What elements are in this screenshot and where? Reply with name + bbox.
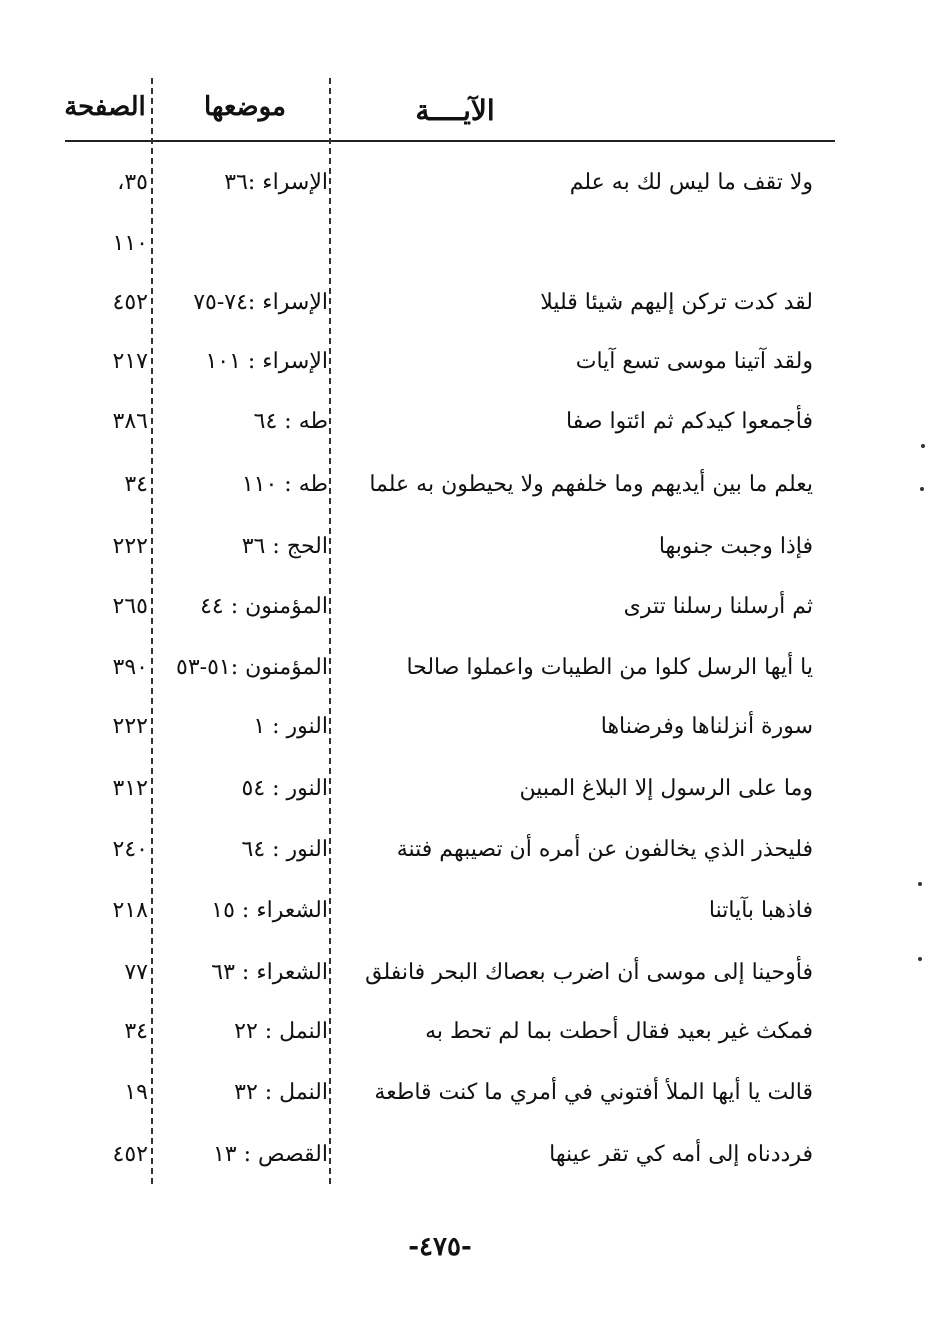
verse-text: لقد كدت تركن إليهم شيئا قليلا xyxy=(540,290,813,315)
verse-text: يعلم ما بين أيديهم وما خلفهم ولا يحيطون به علما xyxy=(369,472,813,497)
verse-text: ثم أرسلنا رسلنا تترى xyxy=(623,594,813,619)
table-row xyxy=(0,891,935,931)
verse-location: القصص : ١٣ xyxy=(212,1142,328,1167)
table-row xyxy=(0,163,935,203)
table-row xyxy=(0,648,935,688)
table-row xyxy=(0,769,935,809)
page-number: ٢١٧ xyxy=(112,349,148,374)
table-row xyxy=(0,283,935,323)
verse-location: النور : ٥٤ xyxy=(241,776,328,801)
verse-text: فأوحينا إلى موسى أن اضرب بعصاك البحر فانفلق xyxy=(365,960,813,985)
verse-location: الإسراء : ١٠١ xyxy=(205,349,328,374)
scan-speck xyxy=(918,957,922,961)
verse-location: الإسراء :٣٦ xyxy=(224,170,328,195)
verse-text: فليحذر الذي يخالفون عن أمره أن تصيبهم فتنة xyxy=(396,837,813,862)
table-row xyxy=(0,830,935,870)
verse-location: المؤمنون : ٤٤ xyxy=(200,594,328,619)
page-number: ٣١٢ xyxy=(112,776,148,801)
verse-text: فمكث غير بعيد فقال أحطت بما لم تحط به xyxy=(425,1019,813,1044)
header-divider xyxy=(65,140,835,142)
verse-text: ولقد آتينا موسى تسع آيات xyxy=(575,349,813,374)
verse-location: الحج : ٣٦ xyxy=(241,534,328,559)
page-number: ٢٢٢ xyxy=(112,714,148,739)
page-column-header: الصفحة xyxy=(64,92,146,122)
page-number: ١٩ xyxy=(124,1080,148,1105)
verse-location: النور : ٦٤ xyxy=(241,837,328,862)
verse-location: النور : ١ xyxy=(253,714,328,739)
verse-text: ولا تقف ما ليس لك به علم xyxy=(569,170,813,195)
scan-speck xyxy=(921,444,925,448)
page-number: ٣٩٠ xyxy=(112,655,148,680)
table-row xyxy=(0,1135,935,1175)
verse-location: الشعراء : ٦٣ xyxy=(211,960,328,985)
verse-location: النمل : ٣٢ xyxy=(234,1080,328,1105)
verse-text: وما على الرسول إلا البلاغ المبين xyxy=(519,776,813,801)
verse-location: النمل : ٢٢ xyxy=(234,1019,328,1044)
verse-text: فأجمعوا كيدكم ثم ائتوا صفا xyxy=(565,409,813,434)
table-row xyxy=(0,707,935,747)
page-number: ٢٤٠ xyxy=(112,837,148,862)
verse-text: فرددناه إلى أمه كي تقر عينها xyxy=(549,1142,813,1167)
scan-speck xyxy=(920,487,924,491)
verse-location: طه : ٦٤ xyxy=(253,409,328,434)
table-row xyxy=(0,342,935,382)
table-row xyxy=(0,465,935,505)
table-row xyxy=(0,402,935,442)
verse-text: يا أيها الرسل كلوا من الطيبات واعملوا صالحا xyxy=(406,655,813,680)
verse-location: الشعراء : ١٥ xyxy=(211,898,328,923)
page-number: ٤٥٢ xyxy=(112,1142,148,1167)
page-number: ٢٢٢ xyxy=(112,534,148,559)
page-number-footer: -٤٧٥- xyxy=(408,1232,472,1262)
table-row xyxy=(0,1012,935,1052)
page-number: ١١٠ xyxy=(112,231,148,256)
location-column-header: موضعها xyxy=(204,92,286,122)
page-number: ٤٥٢ xyxy=(112,290,148,315)
verse-text: فاذهبا بآياتنا xyxy=(708,898,813,923)
scan-speck xyxy=(918,882,922,886)
verse-text: سورة أنزلناها وفرضناها xyxy=(600,714,813,739)
verse-column-header: الآيــــة xyxy=(415,94,495,127)
verse-location: طه : ١١٠ xyxy=(241,472,328,497)
verse-location: المؤمنون :٥١-٥٣ xyxy=(176,655,328,680)
page-number: ٢١٨ xyxy=(112,898,148,923)
page-number: ٣٤ xyxy=(124,472,148,497)
table-row xyxy=(0,527,935,567)
page-number: ٢٦٥ xyxy=(112,594,148,619)
page-number: ٣٤ xyxy=(124,1019,148,1044)
verse-text: قالت يا أيها الملأ أفتوني في أمري ما كنت قاطعة xyxy=(374,1080,813,1105)
table-row xyxy=(0,1073,935,1113)
verse-text: فإذا وجبت جنوبها xyxy=(658,534,813,559)
table-row xyxy=(0,587,935,627)
table-row xyxy=(0,224,935,264)
table-row xyxy=(0,953,935,993)
page-number: ٣٨٦ xyxy=(112,409,148,434)
page-number: ٣٥، xyxy=(117,170,148,195)
verse-location: الإسراء :٧٤-٧٥ xyxy=(193,290,328,315)
page-number: ٧٧ xyxy=(124,960,148,985)
